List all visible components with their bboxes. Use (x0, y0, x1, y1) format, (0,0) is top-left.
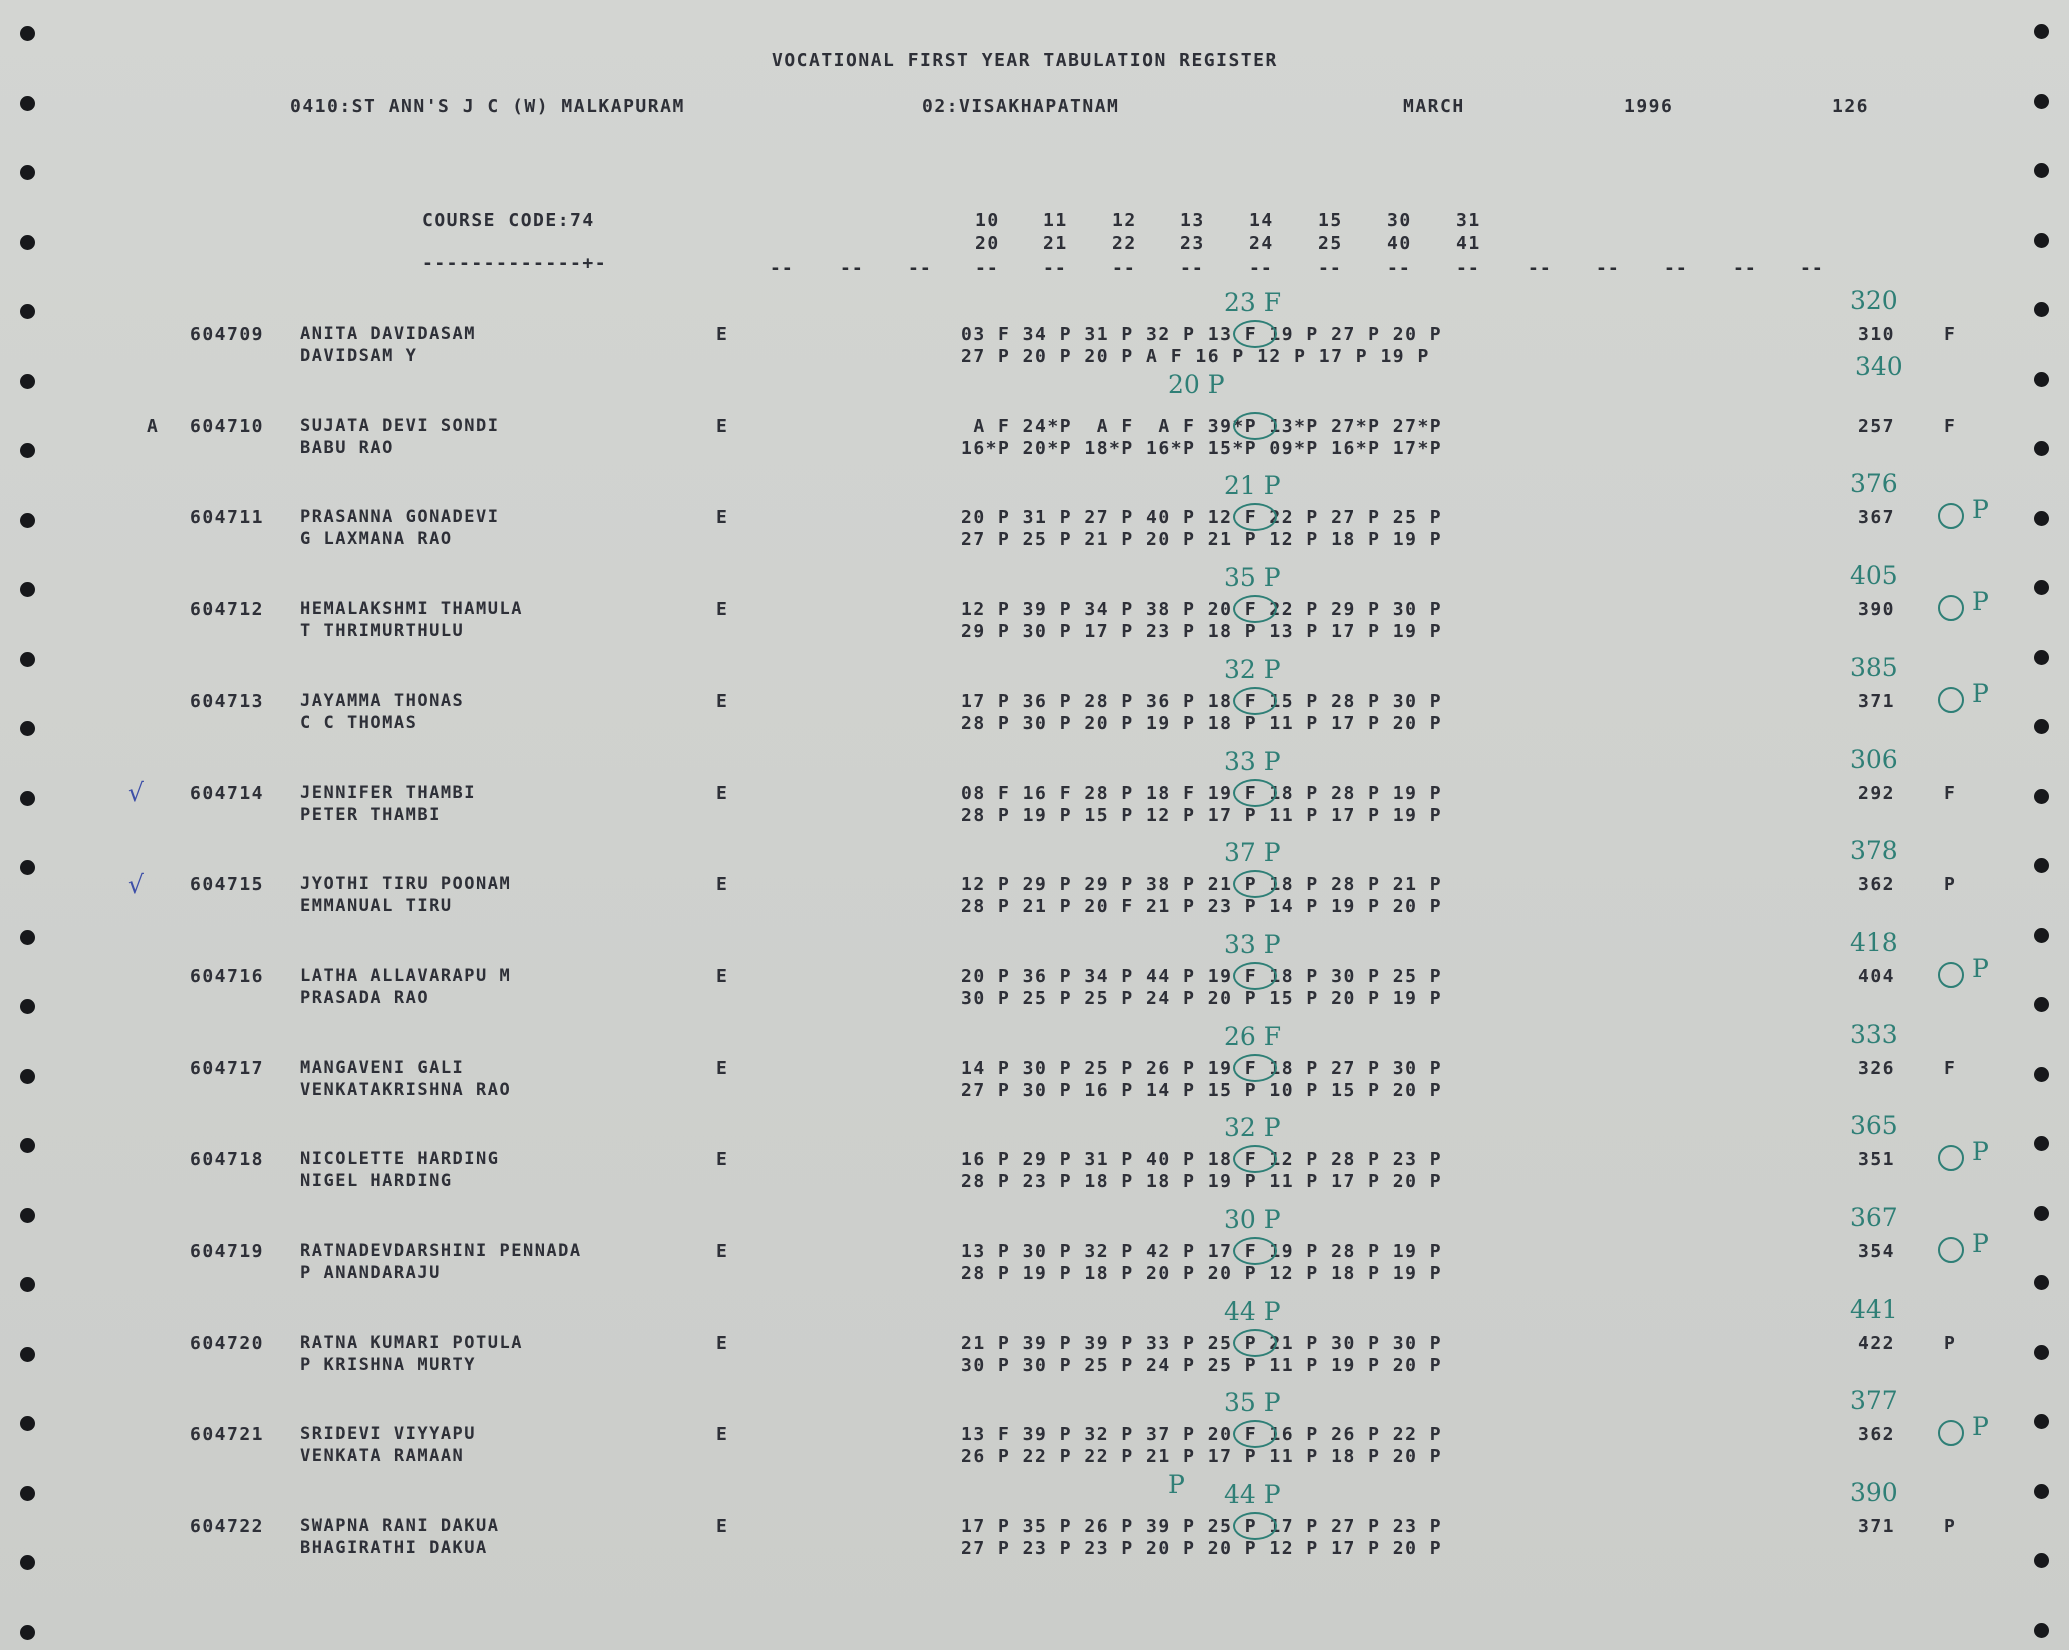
roll-number: 604718 (190, 1149, 265, 1170)
column-code-top: 31 (1456, 210, 1481, 231)
column-separator: -- (770, 258, 794, 279)
punch-hole (2034, 302, 2049, 317)
parent-name: PRASADA RAO (300, 988, 430, 1008)
marks-row-2: 28 P 30 P 20 P 19 P 18 P 11 P 17 P 20 P (961, 713, 1443, 734)
handwritten-pass: P (1972, 495, 1989, 524)
parent-name: C C THOMAS (300, 713, 418, 733)
medium: E (716, 691, 729, 712)
punch-hole (2034, 650, 2049, 665)
medium: E (716, 1149, 729, 1170)
circled-f-mark (1938, 687, 1964, 713)
student-name: SRIDEVI VIYYAPU (300, 1424, 477, 1444)
column-code-bottom: 20 (975, 233, 1000, 254)
marks-row-1: 12 P 29 P 29 P 38 P 21 P 18 P 28 P 21 P (961, 874, 1443, 895)
roll-number: 604712 (190, 599, 265, 620)
circled-mark (1233, 779, 1277, 807)
marks-row-2: 27 P 30 P 16 P 14 P 15 P 10 P 15 P 20 P (961, 1080, 1443, 1101)
column-code-top: 10 (975, 210, 1000, 231)
student-name: NICOLETTE HARDING (300, 1149, 500, 1169)
medium: E (716, 1516, 729, 1537)
handwritten-revised-mark: 33 P (1224, 747, 1281, 776)
parent-name: G LAXMANA RAO (300, 529, 453, 549)
column-code-bottom: 23 (1180, 233, 1205, 254)
marks-row-1: 21 P 39 P 39 P 33 P 25 P 21 P 30 P 30 P (961, 1333, 1443, 1354)
result: F (1944, 1058, 1957, 1079)
punch-hole (20, 1277, 35, 1292)
result: P (1944, 874, 1957, 895)
punch-hole (2034, 1484, 2049, 1499)
punch-hole (2034, 789, 2049, 804)
handwritten-revised-mark: 32 P (1224, 1113, 1281, 1142)
medium: E (716, 1241, 729, 1262)
column-code-top: 13 (1180, 210, 1205, 231)
punch-hole (20, 1069, 35, 1084)
medium: E (716, 416, 729, 437)
column-code-top: 30 (1387, 210, 1412, 231)
punch-hole (20, 1416, 35, 1431)
student-name: JYOTHI TIRU POONAM (300, 874, 512, 894)
circled-f-mark (1938, 1420, 1964, 1446)
exam-year: 1996 (1624, 96, 1674, 117)
parent-name: NIGEL HARDING (300, 1171, 453, 1191)
circled-f-mark (1938, 1237, 1964, 1263)
column-separator: -- (1387, 258, 1411, 279)
punch-hole (2034, 1136, 2049, 1151)
column-code-top: 12 (1112, 210, 1137, 231)
punch-hole (2034, 24, 2049, 39)
punch-hole (2034, 1553, 2049, 1568)
punch-hole (2034, 441, 2049, 456)
handwritten-pass: P (1972, 1137, 1989, 1166)
punch-hole (20, 860, 35, 875)
marks-row-2: 26 P 22 P 22 P 21 P 17 P 11 P 18 P 20 P (961, 1446, 1443, 1467)
marks-row-2: 27 P 25 P 21 P 20 P 21 P 12 P 18 P 19 P (961, 529, 1443, 550)
punch-hole (2034, 372, 2049, 387)
punch-hole (2034, 1206, 2049, 1221)
total-marks: 292 (1858, 783, 1896, 804)
roll-number: 604714 (190, 783, 265, 804)
punch-hole (20, 1347, 35, 1362)
handwritten-revised-total: 405 (1850, 561, 1898, 590)
punch-hole (2034, 1623, 2049, 1638)
circled-mark (1233, 503, 1277, 531)
punch-hole (2034, 719, 2049, 734)
total-marks: 371 (1858, 691, 1896, 712)
punch-hole (2034, 511, 2049, 526)
student-name: SUJATA DEVI SONDI (300, 416, 500, 436)
roll-number: 604713 (190, 691, 265, 712)
handwritten-revised-total: 378 (1850, 836, 1898, 865)
medium: E (716, 874, 729, 895)
total-marks: 422 (1858, 1333, 1896, 1354)
column-code-bottom: 22 (1112, 233, 1137, 254)
column-separator: -- (975, 258, 999, 279)
parent-name: BHAGIRATHI DAKUA (300, 1538, 488, 1558)
student-name: JAYAMMA THONAS (300, 691, 465, 711)
circled-mark (1233, 1420, 1277, 1448)
handwritten-revised-mark: 26 F (1224, 1022, 1282, 1051)
punch-hole (20, 235, 35, 250)
punch-hole (20, 1486, 35, 1501)
circled-mark (1233, 1512, 1277, 1540)
circled-mark (1233, 870, 1277, 898)
handwritten-revised-total: 418 (1850, 928, 1898, 957)
column-code-bottom: 21 (1043, 233, 1068, 254)
punch-hole (20, 165, 35, 180)
result: F (1944, 416, 1957, 437)
total-marks: 362 (1858, 1424, 1896, 1445)
punch-hole (2034, 233, 2049, 248)
handwritten-revised-mark: 35 P (1224, 1388, 1281, 1417)
medium: E (716, 507, 729, 528)
handwritten-revised-total: 376 (1850, 469, 1898, 498)
student-name: SWAPNA RANI DAKUA (300, 1516, 500, 1536)
total-marks: 257 (1858, 416, 1896, 437)
total-marks: 404 (1858, 966, 1896, 987)
column-separator: -- (1112, 258, 1136, 279)
handwritten-pass: P (1972, 679, 1989, 708)
marks-row-2: 30 P 30 P 25 P 24 P 25 P 11 P 19 P 20 P (961, 1355, 1443, 1376)
marks-row-2: 30 P 25 P 25 P 24 P 20 P 15 P 20 P 19 P (961, 988, 1443, 1009)
column-separator: -- (1249, 258, 1273, 279)
handwritten-revised-total: 441 (1850, 1295, 1898, 1324)
column-separator: -- (1733, 258, 1757, 279)
handwritten-note: 20 P (1168, 370, 1225, 399)
punch-hole (20, 1555, 35, 1570)
punch-hole (20, 26, 35, 41)
marks-row-1: 03 F 34 P 31 P 32 P 13 F 19 P 27 P 20 P (961, 324, 1443, 345)
punch-hole (2034, 928, 2049, 943)
roll-number: 604721 (190, 1424, 265, 1445)
column-code-top: 14 (1249, 210, 1274, 231)
punch-hole (20, 652, 35, 667)
punch-hole (2034, 997, 2049, 1012)
column-separator: -- (908, 258, 932, 279)
tick-mark: √ (128, 870, 144, 899)
handwritten-revised-mark: 30 P (1224, 1205, 1281, 1234)
column-code-top: 11 (1043, 210, 1068, 231)
circled-f-mark (1938, 595, 1964, 621)
student-name: PRASANNA GONADEVI (300, 507, 500, 527)
tick-mark: √ (128, 778, 144, 807)
punch-hole (20, 721, 35, 736)
roll-number: 604711 (190, 507, 265, 528)
page-number: 126 (1832, 96, 1870, 117)
handwritten-revised-mark: 32 P (1224, 655, 1281, 684)
handwritten-revised-mark: 37 P (1224, 838, 1281, 867)
punch-hole (20, 930, 35, 945)
roll-number: 604719 (190, 1241, 265, 1262)
column-separator: -- (1664, 258, 1688, 279)
roll-number: 604717 (190, 1058, 265, 1079)
marks-row-2: 28 P 23 P 18 P 18 P 19 P 11 P 17 P 20 P (961, 1171, 1443, 1192)
circled-mark (1233, 412, 1277, 440)
student-name: RATNA KUMARI POTULA (300, 1333, 523, 1353)
roll-number: 604709 (190, 324, 265, 345)
total-marks: 362 (1858, 874, 1896, 895)
circled-mark (1233, 687, 1277, 715)
parent-name: P ANANDARAJU (300, 1263, 441, 1283)
handwritten-revised-mark: 21 P (1224, 471, 1281, 500)
column-separator: -- (1456, 258, 1480, 279)
column-code-bottom: 40 (1387, 233, 1412, 254)
parent-name: VENKATA RAMAAN (300, 1446, 465, 1466)
marks-row-2: 29 P 30 P 17 P 23 P 18 P 13 P 17 P 19 P (961, 621, 1443, 642)
roll-number: 604710 (190, 416, 265, 437)
handwritten-pass: P (1972, 587, 1989, 616)
handwritten-pass: P (1972, 1229, 1989, 1258)
parent-name: EMMANUAL TIRU (300, 896, 453, 916)
total-marks: 354 (1858, 1241, 1896, 1262)
column-code-bottom: 41 (1456, 233, 1481, 254)
student-name: LATHA ALLAVARAPU M (300, 966, 512, 986)
punch-hole (2034, 1414, 2049, 1429)
punch-hole (20, 1208, 35, 1223)
student-name: ANITA DAVIDASAM (300, 324, 477, 344)
total-marks: 326 (1858, 1058, 1896, 1079)
handwritten-revised-total: 385 (1850, 653, 1898, 682)
punch-hole (20, 582, 35, 597)
handwritten-revised-total: 367 (1850, 1203, 1898, 1232)
roll-number: 604716 (190, 966, 265, 987)
marks-row-1: A F 24*P A F A F 39*P 13*P 27*P 27*P (961, 416, 1443, 437)
total-marks: 367 (1858, 507, 1896, 528)
student-name: RATNADEVDARSHINI PENNADA (300, 1241, 582, 1261)
handwritten-note: 340 (1855, 352, 1903, 381)
punch-hole (2034, 858, 2049, 873)
student-name: HEMALAKSHMI THAMULA (300, 599, 523, 619)
medium: E (716, 324, 729, 345)
medium: E (716, 599, 729, 620)
punch-hole (20, 443, 35, 458)
marks-row-2: 28 P 21 P 20 F 21 P 23 P 14 P 19 P 20 P (961, 896, 1443, 917)
total-marks: 371 (1858, 1516, 1896, 1537)
column-code-bottom: 25 (1318, 233, 1343, 254)
marks-row-1: 20 P 36 P 34 P 44 P 19 F 18 P 30 P 25 P (961, 966, 1443, 987)
medium: E (716, 1058, 729, 1079)
circled-f-mark (1938, 503, 1964, 529)
handwritten-pass: P (1972, 1412, 1989, 1441)
result: F (1944, 324, 1957, 345)
handwritten-revised-total: 320 (1850, 286, 1898, 315)
result: F (1944, 783, 1957, 804)
student-name: JENNIFER THAMBI (300, 783, 477, 803)
circled-mark (1233, 1329, 1277, 1357)
handwritten-revised-total: 390 (1850, 1478, 1898, 1507)
marks-row-2: 28 P 19 P 15 P 12 P 17 P 11 P 17 P 19 P (961, 805, 1443, 826)
circled-f-mark (1938, 962, 1964, 988)
course-underline: -------------+- (422, 253, 608, 274)
course-code: COURSE CODE:74 (422, 210, 595, 231)
marks-row-2: 27 P 20 P 20 P A F 16 P 12 P 17 P 19 P (961, 346, 1430, 367)
punch-hole (2034, 1345, 2049, 1360)
total-marks: 390 (1858, 599, 1896, 620)
handwritten-revised-total: 377 (1850, 1386, 1898, 1415)
punch-hole (2034, 580, 2049, 595)
marks-row-1: 17 P 35 P 26 P 39 P 25 P 17 P 27 P 23 P (961, 1516, 1443, 1537)
punch-hole (20, 513, 35, 528)
student-name: MANGAVENI GALI (300, 1058, 465, 1078)
handwritten-revised-total: 365 (1850, 1111, 1898, 1140)
punch-hole (20, 999, 35, 1014)
punch-hole (2034, 163, 2049, 178)
handwritten-revised-mark: 23 F (1224, 288, 1282, 317)
handwritten-revised-mark: 33 P (1224, 930, 1281, 959)
column-separator: -- (1596, 258, 1620, 279)
total-marks: 310 (1858, 324, 1896, 345)
roll-number: 604715 (190, 874, 265, 895)
circled-mark (1233, 595, 1277, 623)
marks-row-1: 13 P 30 P 32 P 42 P 17 F 19 P 28 P 19 P (961, 1241, 1443, 1262)
marks-row-1: 13 F 39 P 32 P 37 P 20 F 16 P 26 P 22 P (961, 1424, 1443, 1445)
marks-row-1: 14 P 30 P 25 P 26 P 19 F 18 P 27 P 30 P (961, 1058, 1443, 1079)
medium: E (716, 1424, 729, 1445)
marks-row-2: 27 P 23 P 23 P 20 P 20 P 12 P 17 P 20 P (961, 1538, 1443, 1559)
roll-number: 604722 (190, 1516, 265, 1537)
column-code-bottom: 24 (1249, 233, 1274, 254)
circled-mark (1233, 1145, 1277, 1173)
total-marks: 351 (1858, 1149, 1896, 1170)
column-separator: -- (1800, 258, 1824, 279)
exam-month: MARCH (1403, 96, 1465, 117)
parent-name: PETER THAMBI (300, 805, 441, 825)
column-separator: -- (1180, 258, 1204, 279)
column-code-top: 15 (1318, 210, 1343, 231)
medium: E (716, 966, 729, 987)
column-separator: -- (1528, 258, 1552, 279)
punch-hole (20, 1138, 35, 1153)
parent-name: DAVIDSAM Y (300, 346, 418, 366)
handwritten-revised-mark: 44 P (1224, 1297, 1281, 1326)
marks-row-1: 08 F 16 F 28 P 18 F 19 F 18 P 28 P 19 P (961, 783, 1443, 804)
punch-hole (2034, 1067, 2049, 1082)
handwritten-revised-total: 333 (1850, 1020, 1898, 1049)
parent-name: BABU RAO (300, 438, 394, 458)
punch-hole (20, 374, 35, 389)
register-title: VOCATIONAL FIRST YEAR TABULATION REGISTER (772, 50, 1278, 71)
district-name: 02:VISAKHAPATNAM (922, 96, 1120, 117)
marks-row-1: 17 P 36 P 28 P 36 P 18 F 15 P 28 P 30 P (961, 691, 1443, 712)
circled-mark (1233, 1237, 1277, 1265)
handwritten-note: P (1168, 1470, 1185, 1499)
punch-hole (20, 304, 35, 319)
column-separator: -- (1043, 258, 1067, 279)
marks-row-1: 16 P 29 P 31 P 40 P 18 F 12 P 28 P 23 P (961, 1149, 1443, 1170)
result: P (1944, 1516, 1957, 1537)
roll-number: 604720 (190, 1333, 265, 1354)
punch-hole (20, 96, 35, 111)
punch-hole (2034, 1275, 2049, 1290)
marks-row-1: 12 P 39 P 34 P 38 P 20 F 22 P 29 P 30 P (961, 599, 1443, 620)
circled-mark (1233, 1054, 1277, 1082)
punch-hole (20, 1625, 35, 1640)
circled-mark (1233, 962, 1277, 990)
medium: E (716, 1333, 729, 1354)
parent-name: VENKATAKRISHNA RAO (300, 1080, 512, 1100)
handwritten-revised-mark: 44 P (1224, 1480, 1281, 1509)
handwritten-pass: P (1972, 954, 1989, 983)
marks-row-2: 16*P 20*P 18*P 16*P 15*P 09*P 16*P 17*P (961, 438, 1443, 459)
medium: E (716, 783, 729, 804)
punch-hole (20, 791, 35, 806)
column-separator: -- (1318, 258, 1342, 279)
handwritten-revised-total: 306 (1850, 745, 1898, 774)
circled-f-mark (1938, 1145, 1964, 1171)
absent-flag: A (147, 416, 160, 437)
circled-mark (1233, 320, 1277, 348)
parent-name: T THRIMURTHULU (300, 621, 465, 641)
handwritten-revised-mark: 35 P (1224, 563, 1281, 592)
college-name: 0410:ST ANN'S J C (W) MALKAPURAM (290, 96, 685, 117)
column-separator: -- (840, 258, 864, 279)
punch-hole (2034, 94, 2049, 109)
result: P (1944, 1333, 1957, 1354)
marks-row-2: 28 P 19 P 18 P 20 P 20 P 12 P 18 P 19 P (961, 1263, 1443, 1284)
parent-name: P KRISHNA MURTY (300, 1355, 477, 1375)
marks-row-1: 20 P 31 P 27 P 40 P 12 F 22 P 27 P 25 P (961, 507, 1443, 528)
